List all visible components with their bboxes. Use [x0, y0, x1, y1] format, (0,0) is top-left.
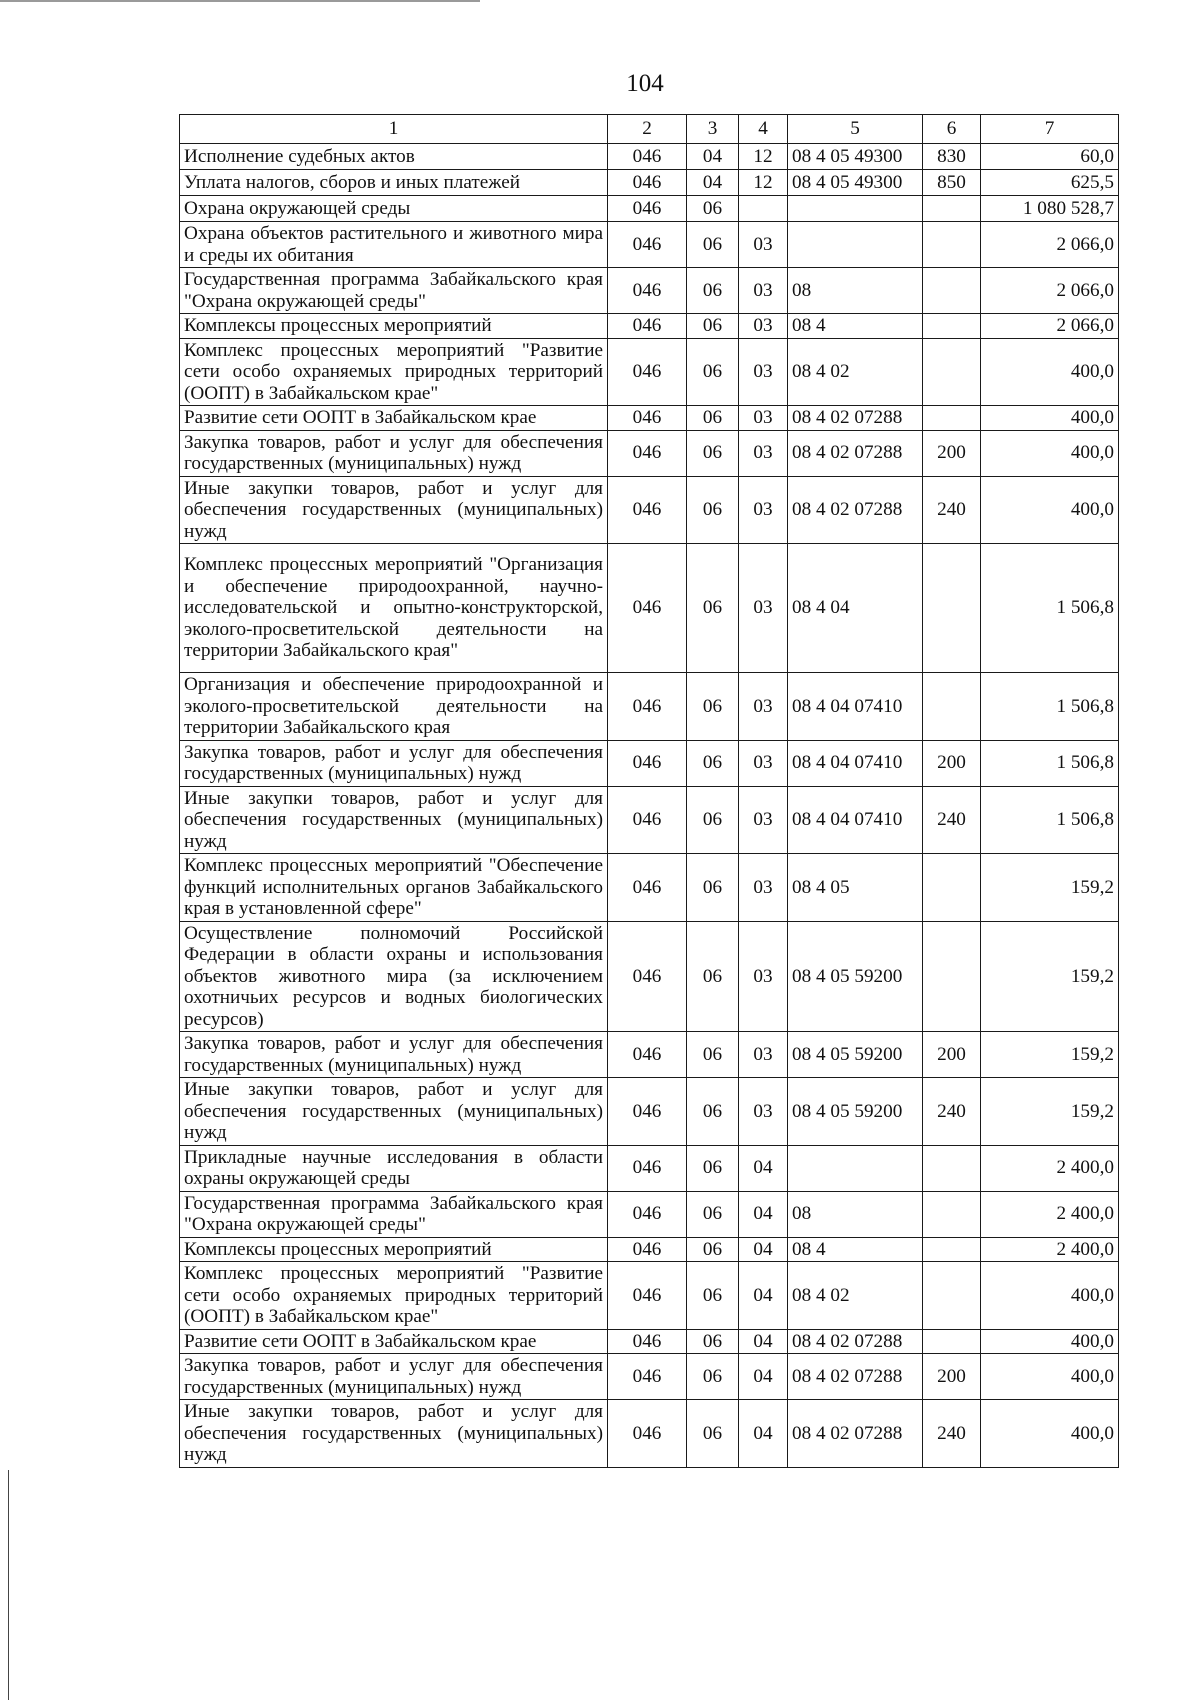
- row-name: Охрана объектов растительного и животного мира и среды их обитания: [180, 222, 608, 268]
- cell-code-2: 046: [608, 338, 687, 406]
- cell-code-2: 046: [608, 673, 687, 741]
- row-name: Осуществление полномочий Российской Федерации в области охраны и использования объектов животного мира (за исключением охотничьих ресурсов и водных биологических ресурсов): [180, 921, 608, 1032]
- cell-code-5: 08 4 02: [788, 338, 923, 406]
- cell-code-3: 06: [687, 740, 739, 786]
- cell-amount: 400,0: [981, 406, 1119, 431]
- cell-amount: 159,2: [981, 1078, 1119, 1146]
- cell-code-6: 200: [923, 1032, 981, 1078]
- cell-code-3: 06: [687, 1354, 739, 1400]
- column-header: 1: [180, 115, 608, 144]
- cell-code-5: 08 4 02 07288: [788, 476, 923, 544]
- cell-code-6: 830: [923, 144, 981, 170]
- cell-code-5: 08 4 02 07288: [788, 430, 923, 476]
- cell-code-6: [923, 406, 981, 431]
- table-row: [180, 1032, 1119, 1078]
- cell-code-5: 08 4: [788, 314, 923, 339]
- row-name: Закупка товаров, работ и услуг для обеспечения государственных (муниципальных) нужд: [180, 1354, 608, 1400]
- cell-code-2: 046: [608, 1191, 687, 1237]
- table-row: [180, 476, 1119, 544]
- table-row: [180, 1078, 1119, 1146]
- cell-amount: 2 400,0: [981, 1191, 1119, 1237]
- cell-code-6: [923, 854, 981, 922]
- cell-code-6: 200: [923, 740, 981, 786]
- cell-amount: 2 066,0: [981, 314, 1119, 339]
- cell-code-3: 06: [687, 673, 739, 741]
- cell-code-3: 06: [687, 1145, 739, 1191]
- cell-code-3: 06: [687, 1191, 739, 1237]
- cell-code-4: 03: [739, 406, 788, 431]
- cell-code-4: 03: [739, 673, 788, 741]
- cell-code-2: 046: [608, 1400, 687, 1468]
- table-row: [180, 1262, 1119, 1330]
- cell-code-5: 08 4 02: [788, 1262, 923, 1330]
- cell-code-3: 06: [687, 196, 739, 222]
- cell-code-4: 04: [739, 1145, 788, 1191]
- cell-code-5: 08 4 04 07410: [788, 740, 923, 786]
- table-row: [180, 1237, 1119, 1262]
- cell-code-4: 03: [739, 476, 788, 544]
- cell-amount: 400,0: [981, 1354, 1119, 1400]
- cell-code-4: 03: [739, 921, 788, 1032]
- cell-amount: 1 080 528,7: [981, 196, 1119, 222]
- cell-code-5: [788, 1145, 923, 1191]
- cell-code-5: 08 4 04 07410: [788, 673, 923, 741]
- cell-code-5: 08 4 04 07410: [788, 786, 923, 854]
- cell-amount: 400,0: [981, 1262, 1119, 1330]
- cell-code-4: 03: [739, 338, 788, 406]
- table-row: [180, 740, 1119, 786]
- row-name: Комплекс процессных мероприятий "Развитие сети особо охраняемых природных территорий (ООПТ) в Забайкальском крае": [180, 1262, 608, 1330]
- cell-code-6: [923, 1237, 981, 1262]
- cell-amount: 2 400,0: [981, 1237, 1119, 1262]
- cell-amount: 400,0: [981, 338, 1119, 406]
- cell-code-2: 046: [608, 430, 687, 476]
- cell-code-5: 08 4 05 59200: [788, 1078, 923, 1146]
- scan-margin-line: [8, 1470, 9, 1700]
- cell-code-4: 03: [739, 430, 788, 476]
- row-name: Организация и обеспечение природоохранной и эколого-просветительской деятельности на территории Забайкальского края: [180, 673, 608, 741]
- row-name: Уплата налогов, сборов и иных платежей: [180, 170, 608, 196]
- cell-code-5: 08 4 02 07288: [788, 1400, 923, 1468]
- cell-code-6: [923, 1329, 981, 1354]
- row-name: Иные закупки товаров, работ и услуг для обеспечения государственных (муниципальных) нужд: [180, 1400, 608, 1468]
- table-row: [180, 144, 1119, 170]
- cell-code-3: 06: [687, 222, 739, 268]
- cell-code-6: [923, 673, 981, 741]
- row-name: Иные закупки товаров, работ и услуг для обеспечения государственных (муниципальных) нужд: [180, 1078, 608, 1146]
- cell-code-2: 046: [608, 1032, 687, 1078]
- cell-code-2: 046: [608, 406, 687, 431]
- cell-code-4: 04: [739, 1262, 788, 1330]
- cell-code-3: 06: [687, 786, 739, 854]
- page-number: 104: [626, 70, 664, 97]
- row-name: Государственная программа Забайкальского края "Охрана окружающей среды": [180, 268, 608, 314]
- cell-code-2: 046: [608, 314, 687, 339]
- row-name: Закупка товаров, работ и услуг для обеспечения государственных (муниципальных) нужд: [180, 430, 608, 476]
- cell-code-6: [923, 338, 981, 406]
- table-row: [180, 406, 1119, 431]
- cell-code-5: 08: [788, 1191, 923, 1237]
- cell-code-5: 08 4 05 49300: [788, 170, 923, 196]
- cell-amount: 1 506,8: [981, 544, 1119, 673]
- cell-code-6: 240: [923, 1078, 981, 1146]
- cell-amount: 625,5: [981, 170, 1119, 196]
- cell-code-5: 08 4 05: [788, 854, 923, 922]
- cell-code-4: [739, 196, 788, 222]
- cell-code-6: [923, 222, 981, 268]
- row-name: Охрана окружающей среды: [180, 196, 608, 222]
- row-name: Комплексы процессных мероприятий: [180, 314, 608, 339]
- row-name: Иные закупки товаров, работ и услуг для обеспечения государственных (муниципальных) нужд: [180, 786, 608, 854]
- cell-code-6: 200: [923, 430, 981, 476]
- cell-amount: 2 400,0: [981, 1145, 1119, 1191]
- cell-amount: 400,0: [981, 1400, 1119, 1468]
- row-name: Закупка товаров, работ и услуг для обеспечения государственных (муниципальных) нужд: [180, 1032, 608, 1078]
- cell-code-3: 06: [687, 1400, 739, 1468]
- cell-code-4: 03: [739, 786, 788, 854]
- cell-code-5: [788, 222, 923, 268]
- table-row: [180, 1191, 1119, 1237]
- cell-code-6: 200: [923, 1354, 981, 1400]
- cell-code-3: 04: [687, 170, 739, 196]
- table-row: [180, 268, 1119, 314]
- table-row: [180, 786, 1119, 854]
- scan-edge-line: [0, 0, 480, 2]
- cell-code-5: [788, 196, 923, 222]
- cell-code-2: 046: [608, 786, 687, 854]
- cell-code-6: [923, 1262, 981, 1330]
- cell-code-5: 08 4 02 07288: [788, 406, 923, 431]
- cell-code-3: 04: [687, 144, 739, 170]
- cell-code-6: [923, 314, 981, 339]
- table-header-row: [180, 115, 1119, 144]
- cell-code-6: 240: [923, 786, 981, 854]
- cell-code-5: 08 4 02 07288: [788, 1329, 923, 1354]
- cell-code-4: 04: [739, 1400, 788, 1468]
- cell-amount: 2 066,0: [981, 222, 1119, 268]
- cell-amount: 400,0: [981, 1329, 1119, 1354]
- cell-amount: 159,2: [981, 854, 1119, 922]
- cell-code-6: 240: [923, 1400, 981, 1468]
- cell-code-2: 046: [608, 854, 687, 922]
- cell-code-5: 08 4 05 59200: [788, 1032, 923, 1078]
- cell-code-3: 06: [687, 268, 739, 314]
- cell-code-4: 04: [739, 1191, 788, 1237]
- cell-code-3: 06: [687, 338, 739, 406]
- cell-amount: 400,0: [981, 430, 1119, 476]
- cell-code-5: 08 4 02 07288: [788, 1354, 923, 1400]
- cell-amount: 1 506,8: [981, 786, 1119, 854]
- cell-code-6: [923, 1191, 981, 1237]
- row-name: Закупка товаров, работ и услуг для обеспечения государственных (муниципальных) нужд: [180, 740, 608, 786]
- cell-code-3: 06: [687, 1078, 739, 1146]
- cell-code-3: 06: [687, 921, 739, 1032]
- cell-code-5: 08 4 05 59200: [788, 921, 923, 1032]
- table-row: [180, 170, 1119, 196]
- cell-code-2: 046: [608, 1145, 687, 1191]
- cell-code-2: 046: [608, 144, 687, 170]
- cell-code-3: 06: [687, 476, 739, 544]
- table-row: [180, 196, 1119, 222]
- column-header: 2: [608, 115, 687, 144]
- cell-code-4: 04: [739, 1329, 788, 1354]
- cell-code-4: 03: [739, 222, 788, 268]
- cell-code-2: 046: [608, 476, 687, 544]
- cell-amount: 159,2: [981, 921, 1119, 1032]
- cell-code-4: 03: [739, 268, 788, 314]
- table-row: [180, 1354, 1119, 1400]
- table-row: [180, 430, 1119, 476]
- cell-code-4: 04: [739, 1237, 788, 1262]
- cell-code-6: [923, 1145, 981, 1191]
- column-header: 5: [788, 115, 923, 144]
- cell-code-5: 08 4 04: [788, 544, 923, 673]
- cell-code-3: 06: [687, 1262, 739, 1330]
- cell-code-2: 046: [608, 921, 687, 1032]
- cell-code-5: 08 4 05 49300: [788, 144, 923, 170]
- cell-code-2: 046: [608, 740, 687, 786]
- cell-code-2: 046: [608, 1354, 687, 1400]
- cell-code-2: 046: [608, 1262, 687, 1330]
- row-name: Комплекс процессных мероприятий "Развитие сети особо охраняемых природных территорий (ООПТ) в Забайкальском крае": [180, 338, 608, 406]
- table-row: [180, 338, 1119, 406]
- cell-code-3: 06: [687, 406, 739, 431]
- cell-code-4: 03: [739, 544, 788, 673]
- cell-code-2: 046: [608, 222, 687, 268]
- cell-amount: 1 506,8: [981, 673, 1119, 741]
- table-row: [180, 673, 1119, 741]
- budget-table: [179, 114, 1119, 1468]
- cell-code-5: 08 4: [788, 1237, 923, 1262]
- cell-amount: 1 506,8: [981, 740, 1119, 786]
- cell-code-3: 06: [687, 314, 739, 339]
- table-row: [180, 1329, 1119, 1354]
- cell-code-4: 03: [739, 854, 788, 922]
- cell-amount: 2 066,0: [981, 268, 1119, 314]
- column-header: 3: [687, 115, 739, 144]
- cell-code-6: 240: [923, 476, 981, 544]
- cell-code-2: 046: [608, 1237, 687, 1262]
- cell-code-2: 046: [608, 1078, 687, 1146]
- table-row: [180, 544, 1119, 673]
- row-name: Исполнение судебных актов: [180, 144, 608, 170]
- table-row: [180, 1145, 1119, 1191]
- cell-code-3: 06: [687, 544, 739, 673]
- cell-code-6: [923, 921, 981, 1032]
- cell-code-2: 046: [608, 170, 687, 196]
- row-name: Развитие сети ООПТ в Забайкальском крае: [180, 406, 608, 431]
- cell-code-4: 12: [739, 144, 788, 170]
- column-header: 4: [739, 115, 788, 144]
- row-name: Комплексы процессных мероприятий: [180, 1237, 608, 1262]
- cell-code-4: 03: [739, 740, 788, 786]
- row-name: Прикладные научные исследования в области охраны окружающей среды: [180, 1145, 608, 1191]
- table-row: [180, 222, 1119, 268]
- table-row: [180, 1400, 1119, 1468]
- cell-code-6: [923, 268, 981, 314]
- cell-code-3: 06: [687, 1032, 739, 1078]
- cell-code-4: 03: [739, 1078, 788, 1146]
- cell-code-2: 046: [608, 196, 687, 222]
- cell-code-3: 06: [687, 1237, 739, 1262]
- row-name: Иные закупки товаров, работ и услуг для обеспечения государственных (муниципальных) нужд: [180, 476, 608, 544]
- cell-code-6: [923, 196, 981, 222]
- table-row: [180, 921, 1119, 1032]
- cell-code-2: 046: [608, 268, 687, 314]
- row-name: Государственная программа Забайкальского края "Охрана окружающей среды": [180, 1191, 608, 1237]
- cell-code-5: 08: [788, 268, 923, 314]
- row-name: Развитие сети ООПТ в Забайкальском крае: [180, 1329, 608, 1354]
- row-name: Комплекс процессных мероприятий "Организация и обеспечение природоохранной, научно-исследовательской и опытно-конструкторской, эколого-просветительской деятельности на территории Забайкальского края": [180, 544, 608, 673]
- cell-code-4: 04: [739, 1354, 788, 1400]
- cell-code-6: [923, 544, 981, 673]
- cell-amount: 60,0: [981, 144, 1119, 170]
- column-header: 7: [981, 115, 1119, 144]
- row-name: Комплекс процессных мероприятий "Обеспечение функций исполнительных органов Забайкальского края в установленной сфере": [180, 854, 608, 922]
- cell-code-2: 046: [608, 544, 687, 673]
- cell-code-3: 06: [687, 430, 739, 476]
- table-row: [180, 314, 1119, 339]
- table-row: [180, 854, 1119, 922]
- cell-code-4: 12: [739, 170, 788, 196]
- cell-code-6: 850: [923, 170, 981, 196]
- cell-code-4: 03: [739, 1032, 788, 1078]
- cell-code-3: 06: [687, 1329, 739, 1354]
- cell-code-3: 06: [687, 854, 739, 922]
- cell-code-4: 03: [739, 314, 788, 339]
- cell-amount: 400,0: [981, 476, 1119, 544]
- column-header: 6: [923, 115, 981, 144]
- cell-code-2: 046: [608, 1329, 687, 1354]
- cell-amount: 159,2: [981, 1032, 1119, 1078]
